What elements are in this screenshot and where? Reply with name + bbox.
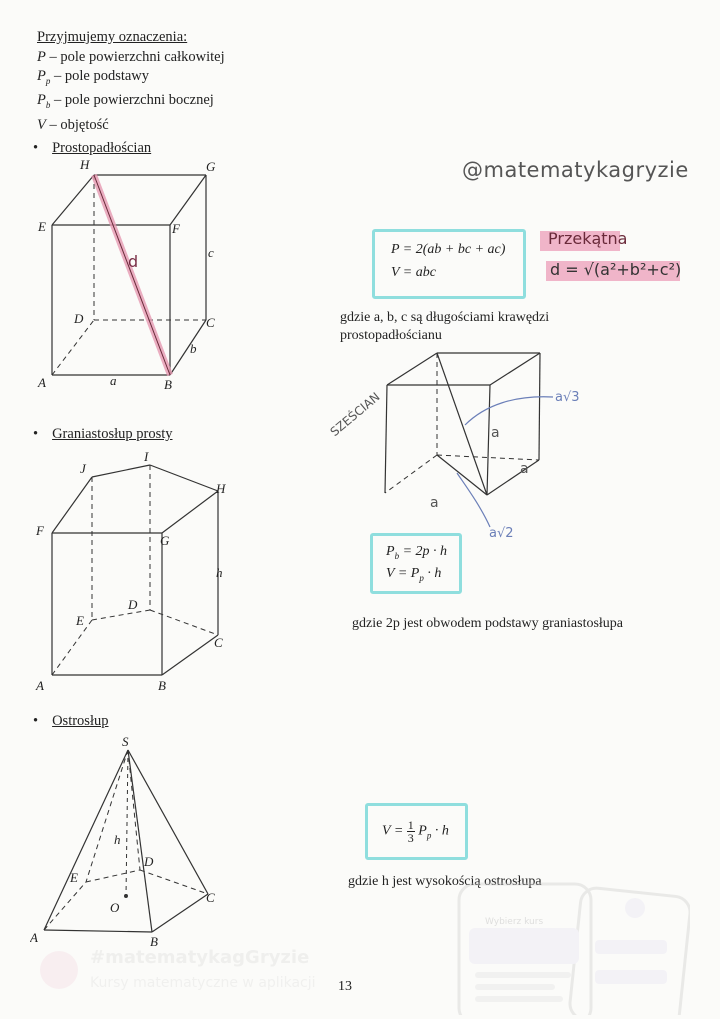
pyramid-note: gdzie h jest wysokością ostrosłupa <box>348 874 542 889</box>
vertex-label: D <box>144 854 154 869</box>
legend-item: P – pole powierzchni całkowitej <box>37 48 225 65</box>
pyramid-formula-box <box>365 803 468 860</box>
cube-label: SZEŚCIAN <box>327 389 383 440</box>
cube-edge-label: a <box>491 425 500 441</box>
vertex-label: C <box>206 315 215 330</box>
formula-V: V = abc <box>391 265 436 280</box>
watermark-title: #matematykagGryzie <box>90 947 310 968</box>
vertex-label: A <box>36 678 44 693</box>
cube-edge-label: a <box>430 495 439 511</box>
face-diagonal-label: a√2 <box>489 526 514 541</box>
edge-label: c <box>208 245 214 260</box>
formula-V: $V = P_p \cdot h$ <box>386 566 442 583</box>
diagonal-label: d <box>128 252 139 271</box>
vertex-label: H <box>216 481 226 496</box>
formula-V: V = $\frac{1}{3}$ $P_p \cdot h$ <box>382 818 449 845</box>
vertex-label: F <box>172 221 180 236</box>
vertex-label: G <box>206 159 216 174</box>
handle-text: @matematykagryzie <box>462 158 689 182</box>
page-number: 13 <box>338 979 352 994</box>
prism-figure <box>30 445 240 695</box>
height-label: h <box>216 565 223 580</box>
edge-label: b <box>190 341 197 356</box>
vertex-label: B <box>164 377 172 392</box>
vertex-label: D <box>74 311 84 326</box>
formula-Pb: $P_b = 2p \cdot h$ <box>386 544 448 561</box>
cuboid-figure <box>30 155 230 395</box>
vertex-label: A <box>30 930 38 945</box>
vertex-label: C <box>206 890 215 905</box>
vertex-label: G <box>160 533 170 548</box>
cube-sketch <box>315 345 605 545</box>
vertex-label: E <box>70 870 78 885</box>
vertex-label: J <box>80 461 86 476</box>
edge-label: a <box>110 373 117 388</box>
watermark-phones <box>455 880 690 1015</box>
prism-formula-box <box>370 533 462 594</box>
watermark-phone-title: Wybierz kurs <box>485 917 544 927</box>
cube-edge-label: a <box>520 461 529 477</box>
section-cuboid: • Prostopadłościan <box>33 140 152 156</box>
legend <box>37 28 225 135</box>
vertex-label: B <box>158 678 166 693</box>
watermark-subtitle: Kursy matematyczne w aplikacji <box>90 975 316 991</box>
vertex-label: H <box>80 157 90 172</box>
pyramid-figure <box>30 732 230 947</box>
diagonal-formula: d = √(a²+b²+c²) <box>550 260 682 279</box>
prism-note: gdzie 2p jest obwodem podstawy graniastosłupa <box>352 616 624 631</box>
vertex-label: B <box>150 934 158 947</box>
vertex-label: E <box>38 219 46 234</box>
space-diagonal-label: a√3 <box>555 390 580 405</box>
cuboid-formula-box <box>372 229 526 299</box>
vertex-label: O <box>110 900 120 915</box>
vertex-label: I <box>144 449 149 464</box>
brain-logo-icon <box>40 951 78 989</box>
vertex-label: D <box>128 597 138 612</box>
vertex-label: S <box>122 734 129 749</box>
vertex-label: F <box>36 523 44 538</box>
legend-item: V – objętość <box>37 116 109 133</box>
diagonal-title: Przekątna <box>548 229 628 248</box>
height-label: h <box>114 832 121 847</box>
legend-item: $P_p$ – pole podstawy <box>37 68 150 86</box>
section-pyramid: • Ostrosłup <box>33 713 109 729</box>
formula-P: P = 2(ab + bc + ac) <box>391 242 506 257</box>
vertex-label: C <box>214 635 223 650</box>
vertex-label: A <box>38 375 46 390</box>
cuboid-note: gdzie a, b, c są długościami krawędzi prostopadłościanu <box>340 310 550 343</box>
legend-header: Przyjmujemy oznaczenia: <box>37 29 188 45</box>
legend-item: $P_b$ – pole powierzchni bocznej <box>37 92 214 111</box>
section-prism: • Graniastosłup prosty <box>33 426 173 442</box>
vertex-label: E <box>76 613 84 628</box>
